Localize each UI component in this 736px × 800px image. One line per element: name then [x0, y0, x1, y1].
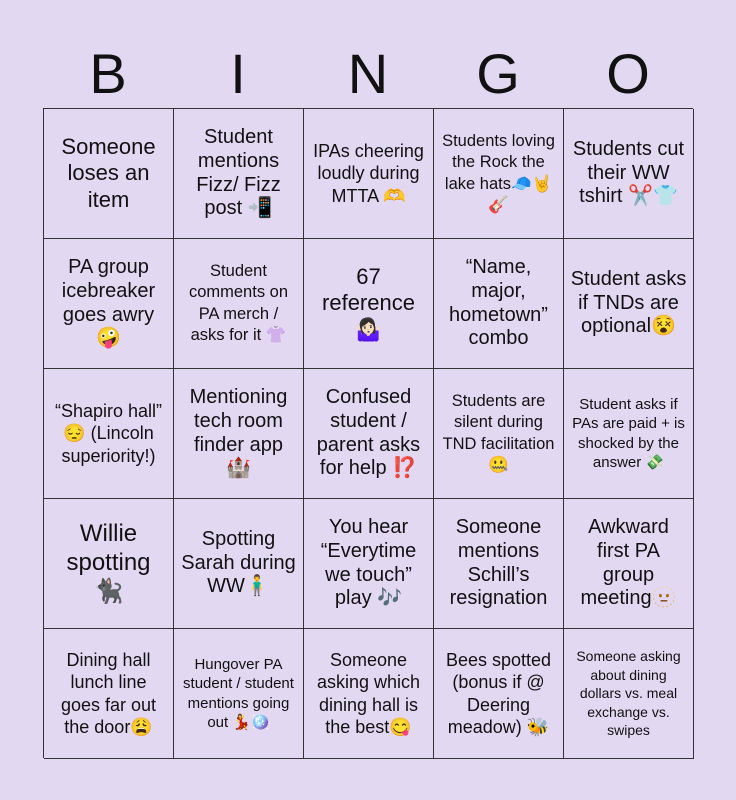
- bingo-cell[interactable]: [304, 109, 434, 239]
- bingo-cell[interactable]: [304, 239, 434, 369]
- cell-text: Students cut their WW tshirt ✂️👕: [572, 138, 685, 208]
- bingo-cell[interactable]: [434, 239, 564, 369]
- header-letter-g: G: [476, 42, 520, 105]
- cell-text: You hear “Everytime we touch” play 🎶: [320, 516, 417, 610]
- cell-text: Student comments on PA merch / asks for it 👚: [188, 261, 289, 344]
- cell-text: Students are silent during TND facilitation 🤐: [442, 391, 555, 474]
- cell-text: Confused student / parent asks for help ⁉️: [316, 386, 421, 480]
- bingo-cell[interactable]: [434, 109, 564, 239]
- header-letter-b: B: [89, 42, 127, 105]
- cell-text: Awkward first PA group meeting🫥: [580, 516, 677, 610]
- bingo-cell[interactable]: [174, 369, 304, 499]
- cell-text: 67 reference 🤷🏻‍♀️: [322, 263, 415, 342]
- cell-text: Student mentions Fizz/ Fizz post 📲: [196, 126, 281, 220]
- bingo-cell[interactable]: [564, 109, 694, 239]
- bingo-cell[interactable]: [44, 369, 174, 499]
- cell-text: “Shapiro hall” 😔 (Lincoln superiority!): [54, 400, 163, 466]
- cell-text: Spotting Sarah during WW🧍‍♂️: [181, 528, 296, 598]
- cell-text: PA group icebreaker goes awry 🤪: [61, 256, 156, 350]
- cell-text: Someone loses an item: [61, 133, 156, 212]
- cell-text: Someone asking which dining hall is the best😋: [316, 649, 421, 737]
- bingo-cell[interactable]: [564, 629, 694, 759]
- cell-text: Hungover PA student / student mentions going out 💃🪩: [183, 655, 294, 731]
- bingo-cell[interactable]: [564, 499, 694, 629]
- bingo-cell[interactable]: [44, 109, 174, 239]
- bingo-cell[interactable]: [434, 629, 564, 759]
- cell-text: Someone asking about dining dollars vs. meal exchange vs. swipes: [576, 648, 681, 739]
- bingo-header: [43, 40, 693, 108]
- bingo-board: [43, 108, 693, 758]
- bingo-cell[interactable]: [174, 629, 304, 759]
- bingo-cell[interactable]: [304, 499, 434, 629]
- bingo-cell[interactable]: [304, 629, 434, 759]
- cell-text: Student asks if PAs are paid + is shocked by the answer 💸: [572, 395, 685, 471]
- bingo-cell[interactable]: [174, 239, 304, 369]
- cell-text: “Name, major, hometown” combo: [449, 256, 548, 350]
- bingo-cell[interactable]: [304, 369, 434, 499]
- bingo-cell[interactable]: [564, 239, 694, 369]
- header-letter-n: N: [347, 42, 389, 105]
- cell-text: Mentioning tech room finder app 🏰: [189, 386, 288, 480]
- bingo-cell[interactable]: [174, 499, 304, 629]
- bingo-cell[interactable]: [44, 239, 174, 369]
- bingo-cell[interactable]: [44, 629, 174, 759]
- cell-text: Someone mentions Schill’s resignation: [449, 516, 548, 610]
- cell-text: Willie spotting 🐈‍⬛: [66, 520, 151, 605]
- cell-text: Bees spotted (bonus if @ Deering meadow) 🐝: [445, 649, 552, 737]
- cell-text: Students loving the Rock the lake hats🧢🤘🎸: [442, 131, 555, 214]
- bingo-cell[interactable]: [434, 369, 564, 499]
- header-letter-i: I: [230, 42, 246, 105]
- bingo-cell[interactable]: [44, 499, 174, 629]
- bingo-cell[interactable]: [174, 109, 304, 239]
- bingo-cell[interactable]: [564, 369, 694, 499]
- cell-text: Student asks if TNDs are optional😵: [570, 268, 687, 338]
- cell-text: Dining hall lunch line goes far out the door😩: [60, 649, 157, 737]
- header-letter-o: O: [606, 42, 650, 105]
- cell-text: IPAs cheering loudly during MTTA 🫶: [313, 140, 424, 206]
- bingo-cell[interactable]: [434, 499, 564, 629]
